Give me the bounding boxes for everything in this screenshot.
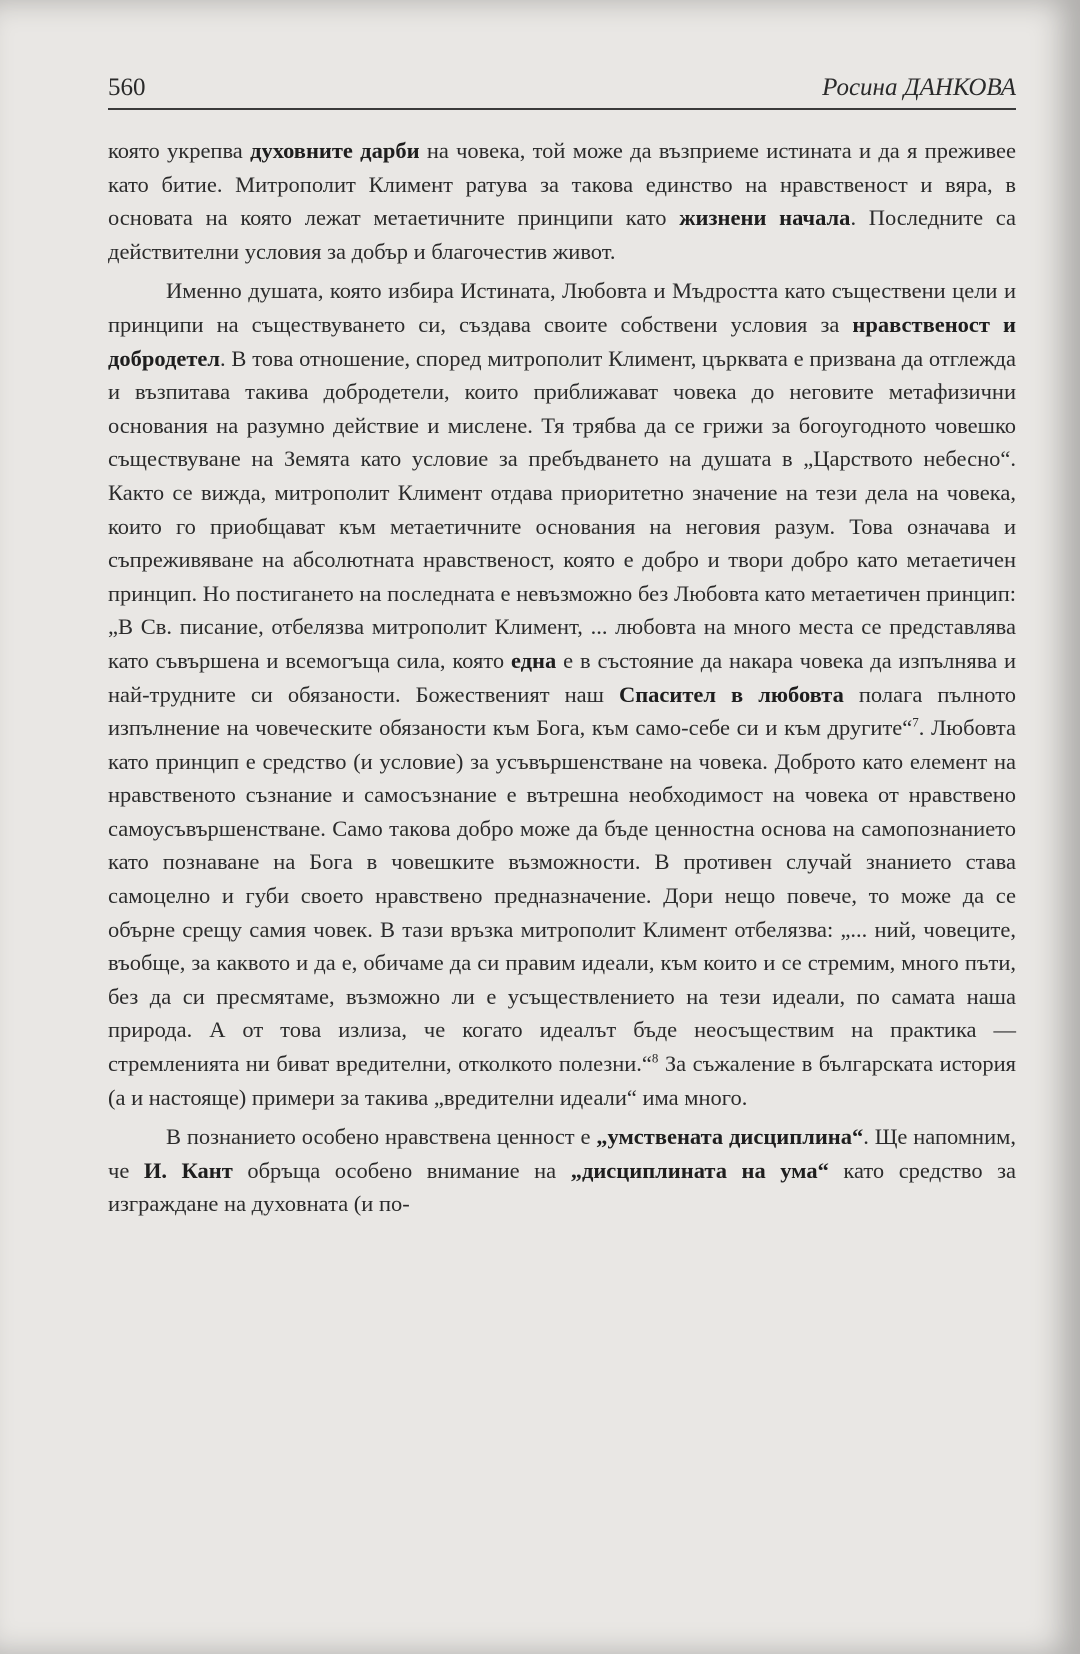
text-run: . Ще напомним, че [108,1124,1016,1183]
emphasis-text: една [510,647,557,673]
paragraph-2 [108,274,1016,1114]
paragraph-3 [108,1120,1016,1221]
text-run: като средство за изграждане на духовната (и по- [108,1157,1017,1217]
paragraph-1 [108,134,1016,268]
emphasis-text: духовните дарби [250,138,420,163]
text-run: . Любовта като принцип е средство (и условие) за усъвършенстване на човека. Доброто като елемент на нравственото съзнание и самосъзнание е вътрешна необходимост на човека от нравствено самоусъвършенстване. Само такова добро може да бъде ценностна основа на самопознанието като познаване на Бога в човешките възможности. В противен случай знанието става самоцелно и губи своето нравствено предназначение. Дори нещо повече, то може да се обърне срещу самия човек. В тази връзка митрополит Климент отбелязва: „... ний, човеците, въобще, за каквото и да е, обичаме да си правим идеали, към които и се стремим, много пъти, без да си пресмятаме, възможно ли е усъществлението на тези идеали, по самата наша природа. А от това излиза, че когато идеалът бъде неосъществим на практика — стремленията ни биват вредителни, отколкото полезни.“ [108,715,1016,1077]
emphasis-text: И. Кант [143,1157,233,1183]
text-run: . В това отношение, според митрополит Климент, църквата е призвана да отглежда и възпитава такива добродетели, които приближават човека до неговите метафизични основания на разумно действие и мислене. Тя трябва да се грижи за богоугодното човешко съществуване на Земята като условие за пребъдването на душата в „Царството небесно“. Както се вижда, митрополит Климент отдава приоритетно значение на тези дела на човека, които го приобщават към метаетичните основания на неговия разум. Това означава и съпреживяване на абсолютната нравственост, която е добро и твори добро като метаетичен принцип. Но постигането на последната е невъзможно без Любовта като метаетичен принцип: „В Св. писание, отбелязва митрополит Климент, ... любовта на много места се представлява като съвършена и всемогъща сила, която [108,345,1016,673]
text-run: полага пълното изпълнение на човеческите обязаности към Бога, към само-себе си и към другите“ [108,681,1017,741]
text-run: на човека, той може да възприеме истината и да я преживее като битие. Митрополит Климент ратува за такова единство на нравственост и вяра, в основата на която лежат метаетичните принципи като [108,138,1016,231]
page-header [108,68,1016,110]
emphasis-text: жизнени начала [679,205,851,231]
text-run: Именно душата, която избира Истината, Любовта и Мъдростта като съществени цели и принципи на съществуването си, създава своите собствени условия за [108,278,1016,337]
emphasis-text: „дисциплината на ума“ [570,1157,829,1183]
footnote-ref: 7 [912,714,919,730]
text-run: обръща особено внимание на [232,1157,571,1183]
text-run: която укрепва [108,138,251,163]
text-run: е в състояние да накара човека да изпълнява и най-трудните си обязаности. Божественият наш [108,647,1016,707]
body-text [108,134,1016,1221]
running-head-author: Росина ДАНКОВА [822,74,1016,101]
emphasis-text: Спасител в любовта [618,681,844,707]
emphasis-text: „умствената дисциплина“ [596,1124,864,1150]
text-run: За съжаление в българската история (а и настояще) примери за такива „вредителни идеали“ има много. [108,1051,1016,1110]
footnote-ref: 8 [651,1050,659,1066]
text-run: . Последните са действителни условия за добър и благочестив живот. [108,205,1016,264]
page-number: 560 [108,74,146,101]
text-run: В познанието особено нравствена ценност е [166,1124,597,1150]
emphasis-text: нравственост и добродетел [108,311,1016,371]
